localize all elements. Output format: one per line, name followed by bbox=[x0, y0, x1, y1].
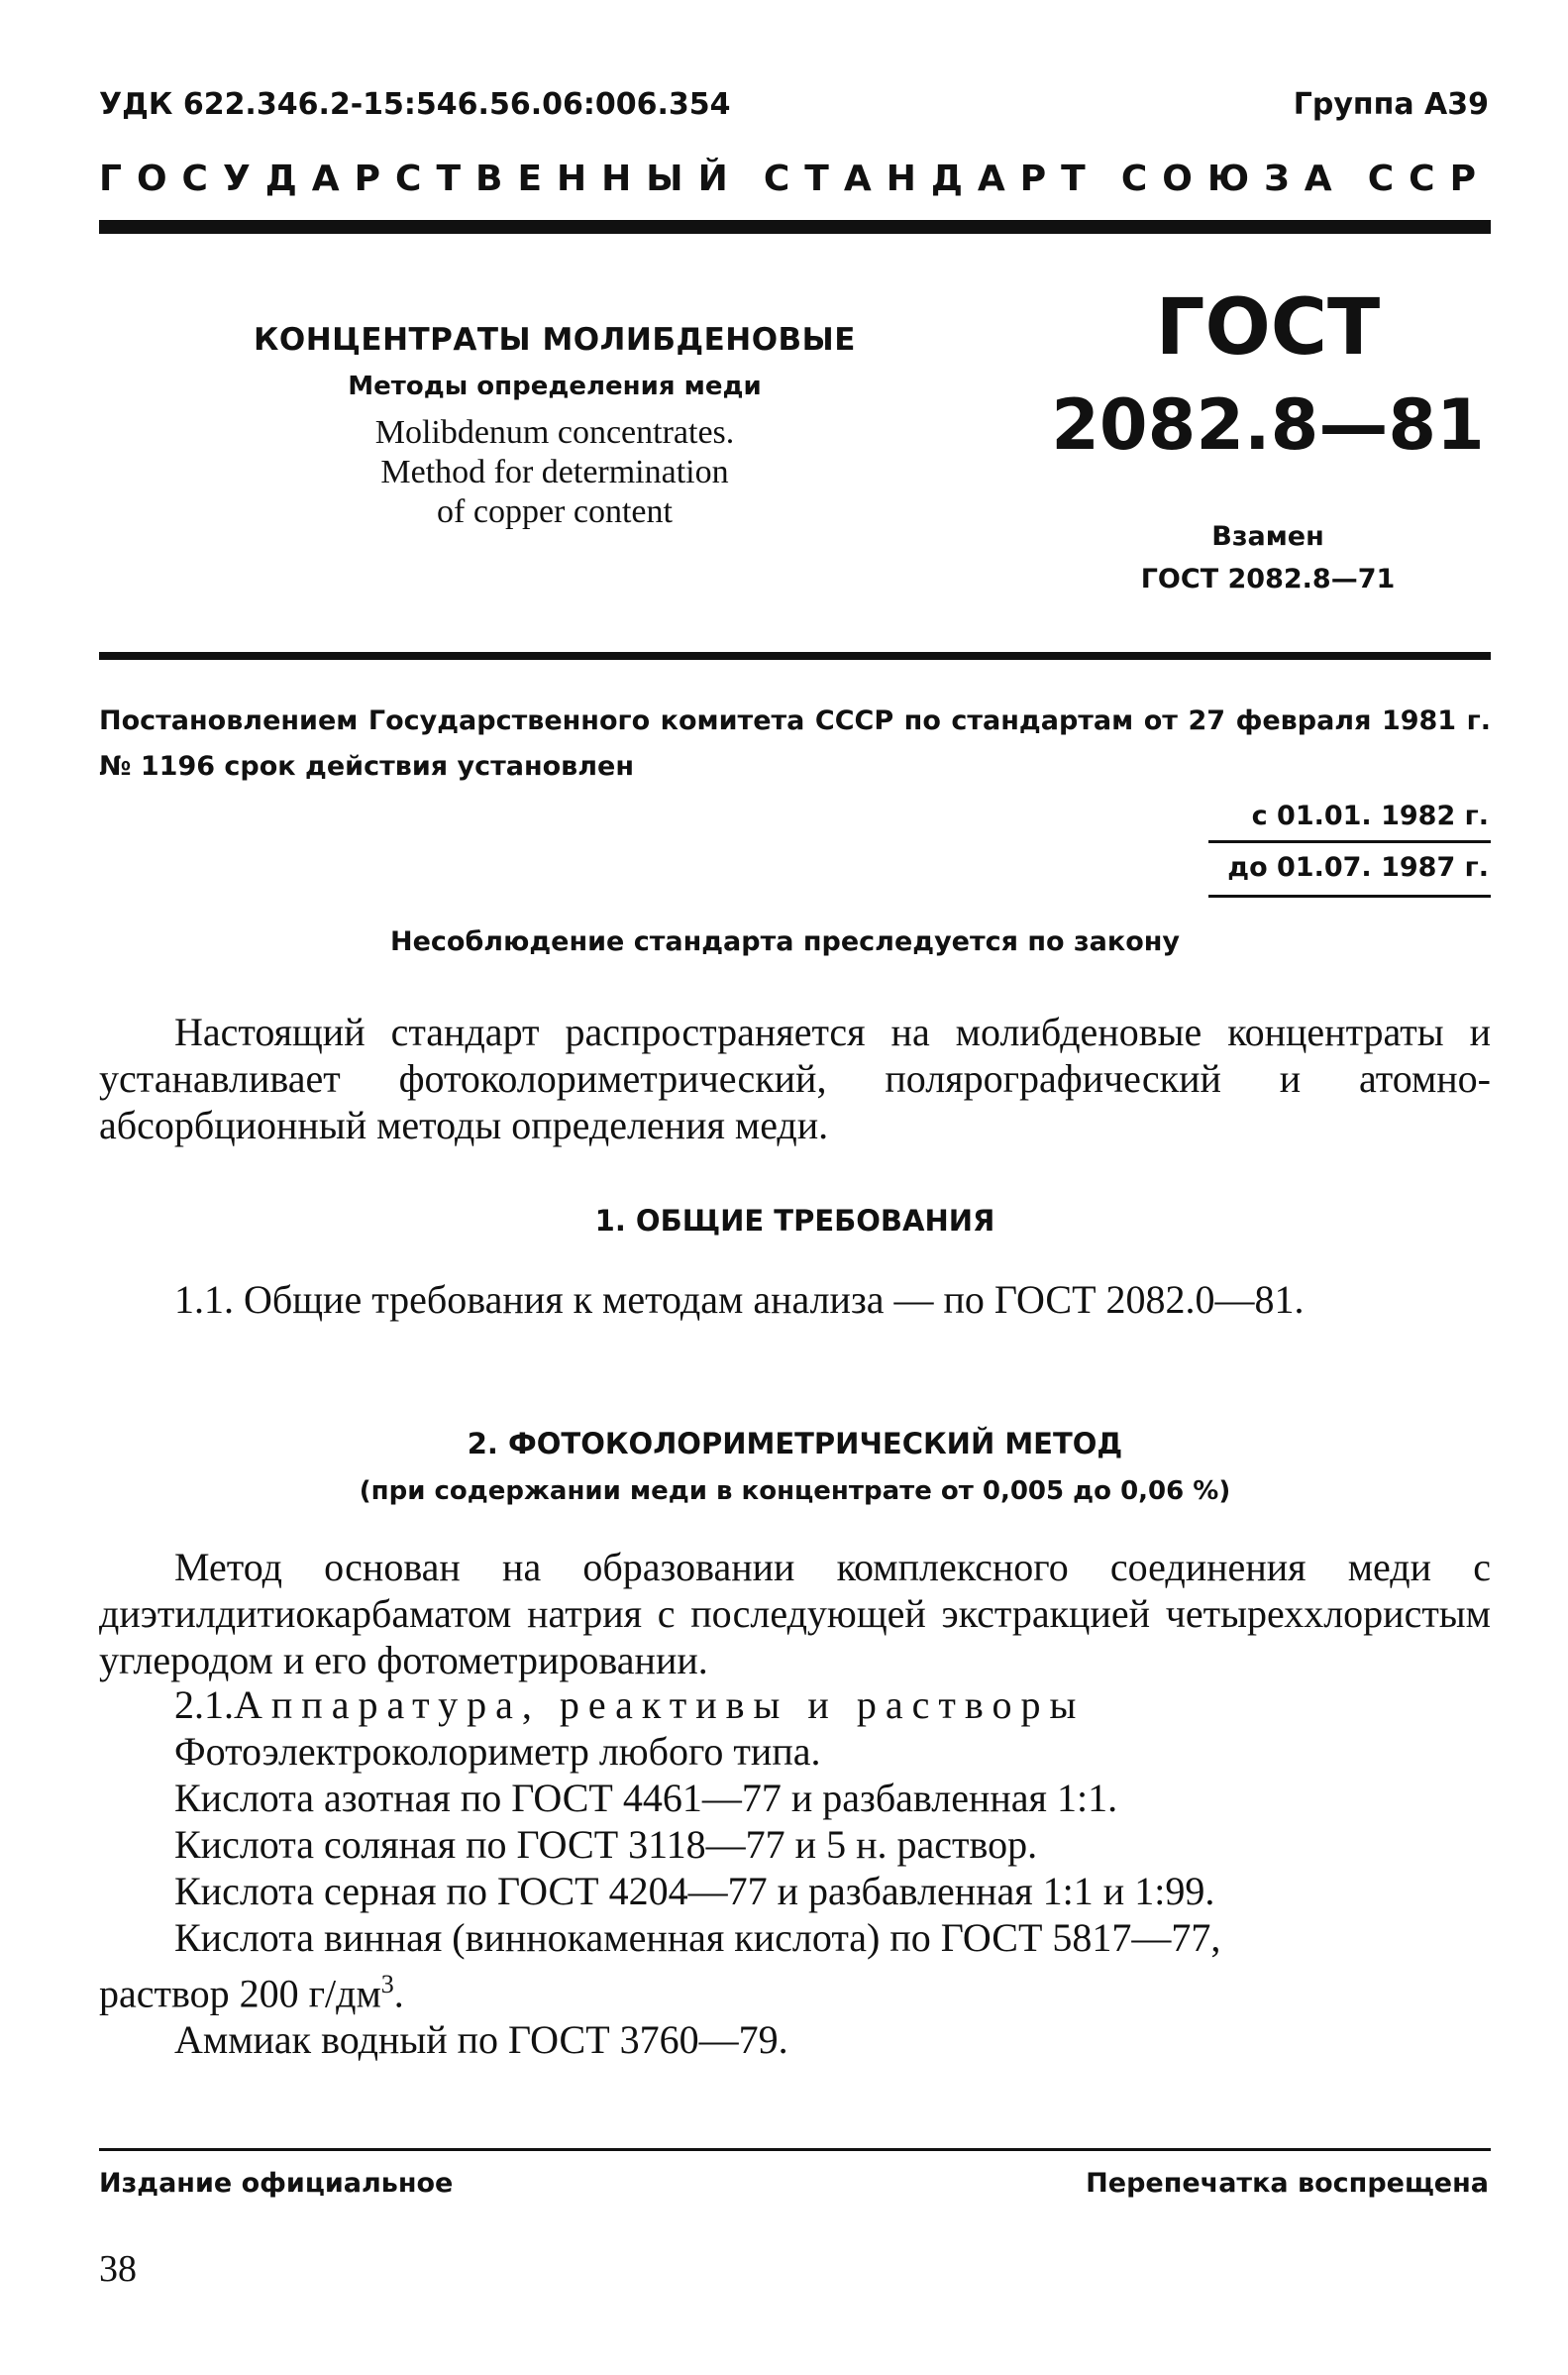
paragraph-1-1: 1.1. Общие требования к методам анализа — по ГОСТ 2082.0—81. bbox=[174, 1277, 1305, 1322]
superscript: 3 bbox=[380, 1970, 394, 1998]
gost-block bbox=[1050, 283, 1486, 594]
tartaric-acid-solution bbox=[99, 1961, 1491, 2016]
title-block bbox=[238, 322, 872, 532]
method-paragraph: Метод основан на образовании комплексного соединения меди с диэтилдитиокарбаматом натрия с последующей экстракцией четыреххлористым углеродом и его фотометрировании. bbox=[99, 1545, 1491, 1682]
edition-label: Издание официальное bbox=[99, 2168, 454, 2199]
gost-number: 2082.8—81 bbox=[1051, 384, 1485, 466]
document-subtitle: Методы определения меди bbox=[348, 372, 762, 401]
banner-word: ГОСУДАРСТВЕННЫЙ bbox=[99, 159, 743, 199]
banner-word: СТАНДАРТ bbox=[763, 159, 1100, 199]
paragraph-2-1-number: 2.1. bbox=[174, 1682, 234, 1727]
bottom-rule bbox=[99, 2148, 1491, 2151]
list-item: Кислота соляная по ГОСТ 3118—77 и 5 н. раствор. bbox=[174, 1822, 1038, 1867]
legal-notice: Несоблюдение стандарта преследуется по закону bbox=[389, 926, 1181, 957]
page-number: 38 bbox=[99, 2248, 137, 2290]
group-code: Группа А39 bbox=[1293, 87, 1489, 122]
intro-paragraph: Настоящий стандарт распространяется на молибденовые концентраты и устанавливает фотоколориметрический, полярографический и атомно-абсорбционный методы определения меди. bbox=[99, 1010, 1491, 1147]
replaces-label: Взамен bbox=[1211, 521, 1324, 552]
paragraph-2-1-title: Аппаратура, реактивы и растворы bbox=[234, 1682, 1086, 1727]
list-item: Кислота серная по ГОСТ 4204—77 и разбавленная 1:1 и 1:99. bbox=[174, 1869, 1215, 1913]
validity-divider bbox=[1208, 840, 1491, 843]
udk-code: УДК 622.346.2-15:546.56.06:006.354 bbox=[99, 87, 731, 122]
validity-to: до 01.07. 1987 г. bbox=[1227, 852, 1489, 883]
banner-word: СОЮЗА bbox=[1120, 159, 1347, 199]
validity-underline bbox=[1208, 895, 1491, 898]
reprint-notice: Перепечатка воспрещена bbox=[1086, 2168, 1489, 2199]
english-title bbox=[238, 413, 872, 532]
paragraph-2-1-heading bbox=[174, 1681, 1491, 1728]
replaces-gost: ГОСТ 2082.8—71 bbox=[1140, 564, 1396, 594]
english-title-line-1: Molibdenum concentrates. bbox=[374, 414, 735, 451]
solution-text: раствор 200 г/дм bbox=[99, 1971, 381, 2016]
tartaric-acid-line: Кислота винная (виннокаменная кислота) по ГОСТ 5817—77, bbox=[174, 1915, 1221, 1960]
middle-rule bbox=[99, 652, 1491, 660]
english-title-line-2: Method for determination bbox=[380, 454, 729, 490]
list-item: Кислота азотная по ГОСТ 4461—77 и разбавленная 1:1. bbox=[174, 1776, 1118, 1820]
decree-text: Постановлением Государственного комитета СССР по стандартам от 27 февраля 1981 г. № 1196 срок действия установлен bbox=[99, 705, 1491, 782]
reagents-list bbox=[99, 1681, 1491, 2063]
section-2-subheading: (при содержании меди в концентрате от 0,005 до 0,06 %) bbox=[359, 1476, 1231, 1506]
top-rule bbox=[99, 220, 1491, 234]
document-title: КОНЦЕНТРАТЫ МОЛИБДЕНОВЫЕ bbox=[254, 322, 856, 358]
period: . bbox=[393, 1971, 404, 2016]
state-standard-banner bbox=[99, 159, 1491, 199]
ammonia-line: Аммиак водный по ГОСТ 3760—79. bbox=[174, 2017, 788, 2063]
gost-label: ГОСТ bbox=[1155, 283, 1381, 373]
banner-word: ССР bbox=[1367, 159, 1491, 199]
section-2-heading: 2. ФОТОКОЛОРИМЕТРИЧЕСКИЙ МЕТОД bbox=[467, 1427, 1123, 1460]
section-1-heading: 1. ОБЩИЕ ТРЕБОВАНИЯ bbox=[594, 1204, 995, 1238]
english-title-line-3: of copper content bbox=[437, 493, 673, 530]
validity-from: с 01.01. 1982 г. bbox=[1251, 801, 1489, 831]
list-item: Фотоэлектроколориметр любого типа. bbox=[174, 1729, 821, 1774]
